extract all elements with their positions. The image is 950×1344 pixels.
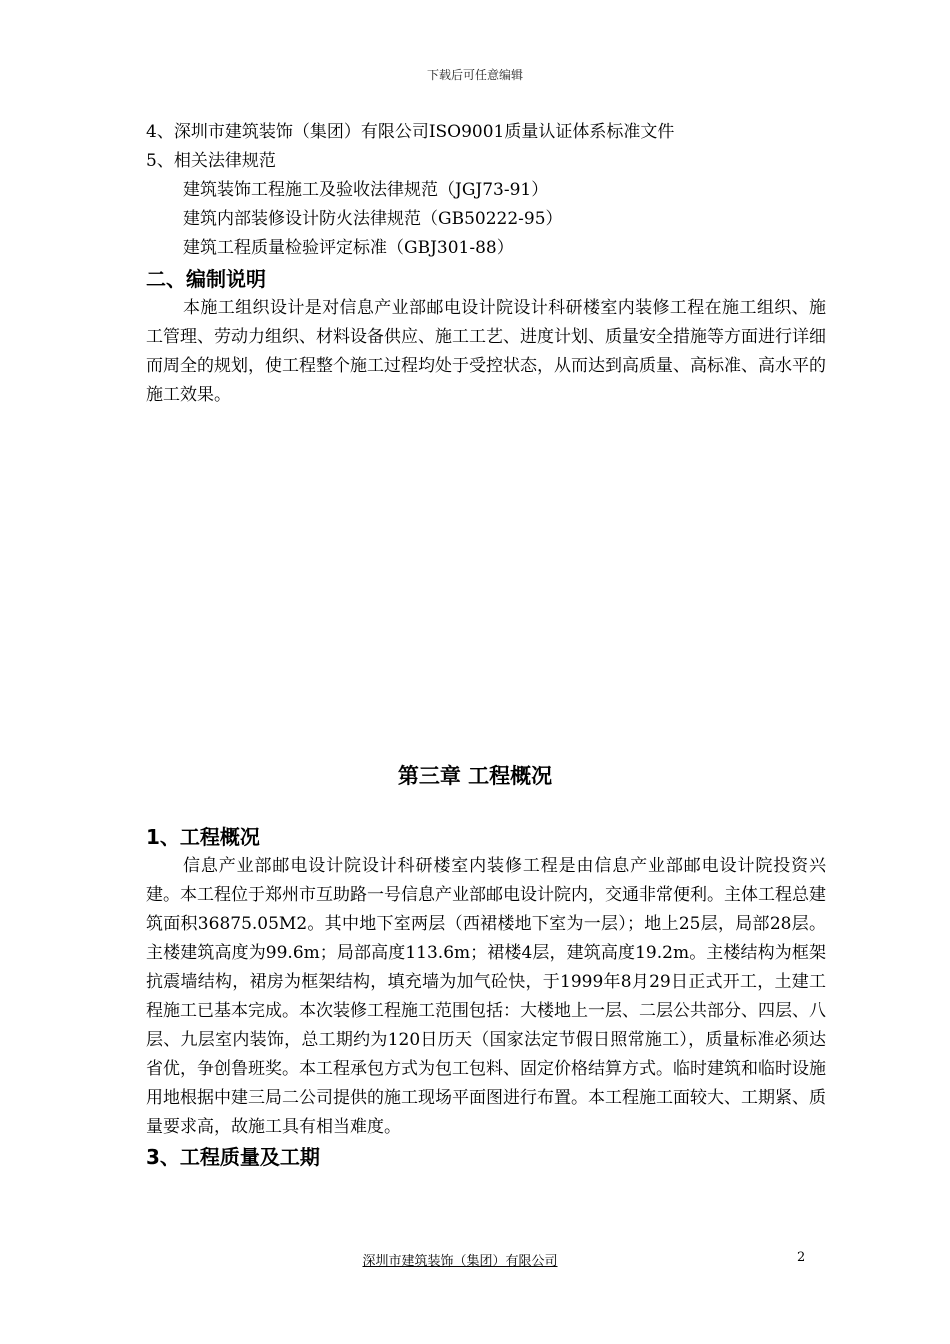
page-number: 2 xyxy=(797,1250,806,1265)
subsection-heading: 1、工程概况 xyxy=(146,825,260,849)
subsection-heading: 3、工程质量及工期 xyxy=(146,1145,320,1169)
footer-company: 深圳市建筑装饰（集团）有限公司 xyxy=(362,1254,558,1269)
chapter-title: 第三章 工程概况 xyxy=(397,764,553,788)
page-header-note: 下载后可任意编辑 xyxy=(426,68,523,82)
law-item: 建筑工程质量检验评定标准（GBJ301-88） xyxy=(183,238,514,258)
overview-paragraph: 信息产业部邮电设计院设计科研楼室内装修工程是由信息产业部邮电设计院投资兴建。本工程位于郑州市互助路一号信息产业部邮电设计院内，交通非常便利。主体工程总建筑面积36875.05M2。其中地下室两层（西裙楼地下室为一层）；地上25层，局部28层。主楼建筑高度为99.6m；局部高度113.6m；裙楼4层，建筑高度19.2m。主楼结构为框架抗震墙结构，裙房为框架结构，填充墙为加气砼快，于1999年8月29日正式开工，土建工程施工已基本完成。本次装修工程施工范围包括：大楼地上一层、二层公共部分、四层、八层、九层室内装饰，总工期约为120日历天（国家法定节假日照常施工），质量标准必须达省优，争创鲁班奖。本工程承包方式为包工包料、固定价格结算方式。临时建筑和临时设施用地根据中建三局二公司提供的施工现场平面图进行布置。本工程施工面较大、工期紧、质量要求高，故施工具有相当难度。 xyxy=(146,856,826,1137)
law-item: 建筑装饰工程施工及验收法律规范（JGJ73-91） xyxy=(183,180,549,200)
section-project-overview xyxy=(146,822,826,1172)
reference-item-5: 5、相关法律规范 xyxy=(146,151,276,171)
law-item: 建筑内部装修设计防火法律规范（GB50222-95） xyxy=(183,209,563,229)
section-compilation-notes xyxy=(146,264,826,410)
section-heading: 二、编制说明 xyxy=(146,267,266,291)
section-paragraph: 本施工组织设计是对信息产业部邮电设计院设计科研楼室内装修工程在施工组织、施工管理、劳动力组织、材料设备供应、施工工艺、进度计划、质量安全措施等方面进行详细而周全的规划，使工程整个施工过程均处于受控状态，从而达到高质量、高标准、高水平的施工效果。 xyxy=(146,298,826,405)
reference-item-4: 4、深圳市建筑装饰（集团）有限公司ISO9001质量认证体系标准文件 xyxy=(146,122,675,142)
references-list xyxy=(146,118,826,263)
